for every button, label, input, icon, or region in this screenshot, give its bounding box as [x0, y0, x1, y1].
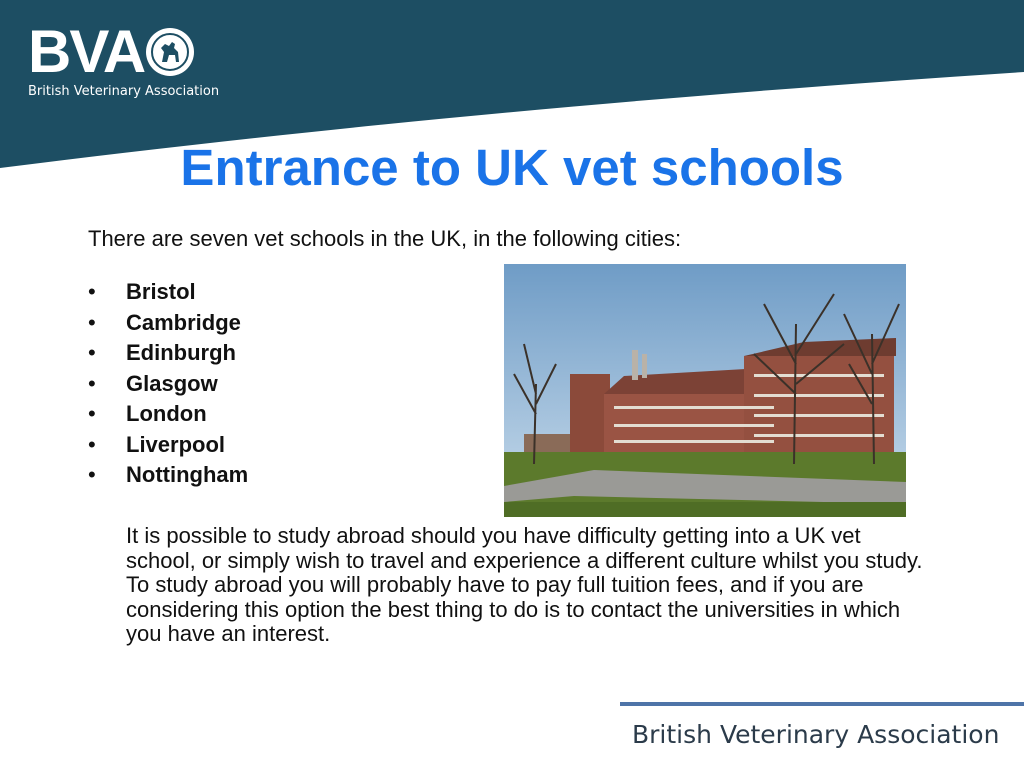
bullet-icon: •: [88, 340, 96, 365]
city-name: London: [126, 401, 207, 426]
list-item: [88, 277, 248, 308]
slide-title: Entrance to UK vet schools: [180, 139, 844, 196]
city-list: [88, 277, 248, 491]
study-abroad-paragraph: It is possible to study abroad should you have difficulty getting into a UK vet school, or simply wish to travel and experience a different culture whilst you study. To study abroad you will probably have to pay full tuition fees, and if you are considering this option the best thing to do is to contact the universities in which you have an interest.: [126, 523, 923, 646]
list-item: [88, 460, 248, 491]
city-name: Bristol: [126, 279, 196, 304]
list-item: [88, 338, 248, 369]
bullet-icon: •: [88, 370, 96, 396]
bullet-icon: •: [88, 279, 96, 304]
city-name: Cambridge: [126, 309, 241, 335]
logo-subtitle: British Veterinary Association: [28, 84, 220, 99]
bullet-icon: •: [88, 431, 96, 457]
list-item: [88, 430, 248, 461]
logo-text: BVA: [28, 18, 145, 85]
city-name: Liverpool: [126, 431, 226, 457]
city-name: Edinburgh: [126, 340, 236, 365]
list-item: [88, 308, 248, 339]
intro-text: There are seven vet schools in the UK, in the following cities:: [88, 226, 682, 251]
bva-logo[interactable]: [28, 18, 220, 99]
bullet-icon: •: [88, 401, 96, 426]
city-name: Glasgow: [126, 370, 218, 396]
logo-mark: [28, 18, 219, 85]
list-item: [88, 369, 248, 400]
footer-text: British Veterinary Association: [632, 720, 1000, 749]
list-item: [88, 399, 248, 430]
footer-rule: [620, 702, 1024, 706]
vet-school-photo: [504, 264, 906, 517]
city-name: Nottingham: [126, 462, 249, 487]
horse-seal-icon: [146, 28, 194, 76]
bullet-icon: •: [88, 462, 96, 487]
bullet-icon: •: [88, 309, 96, 335]
